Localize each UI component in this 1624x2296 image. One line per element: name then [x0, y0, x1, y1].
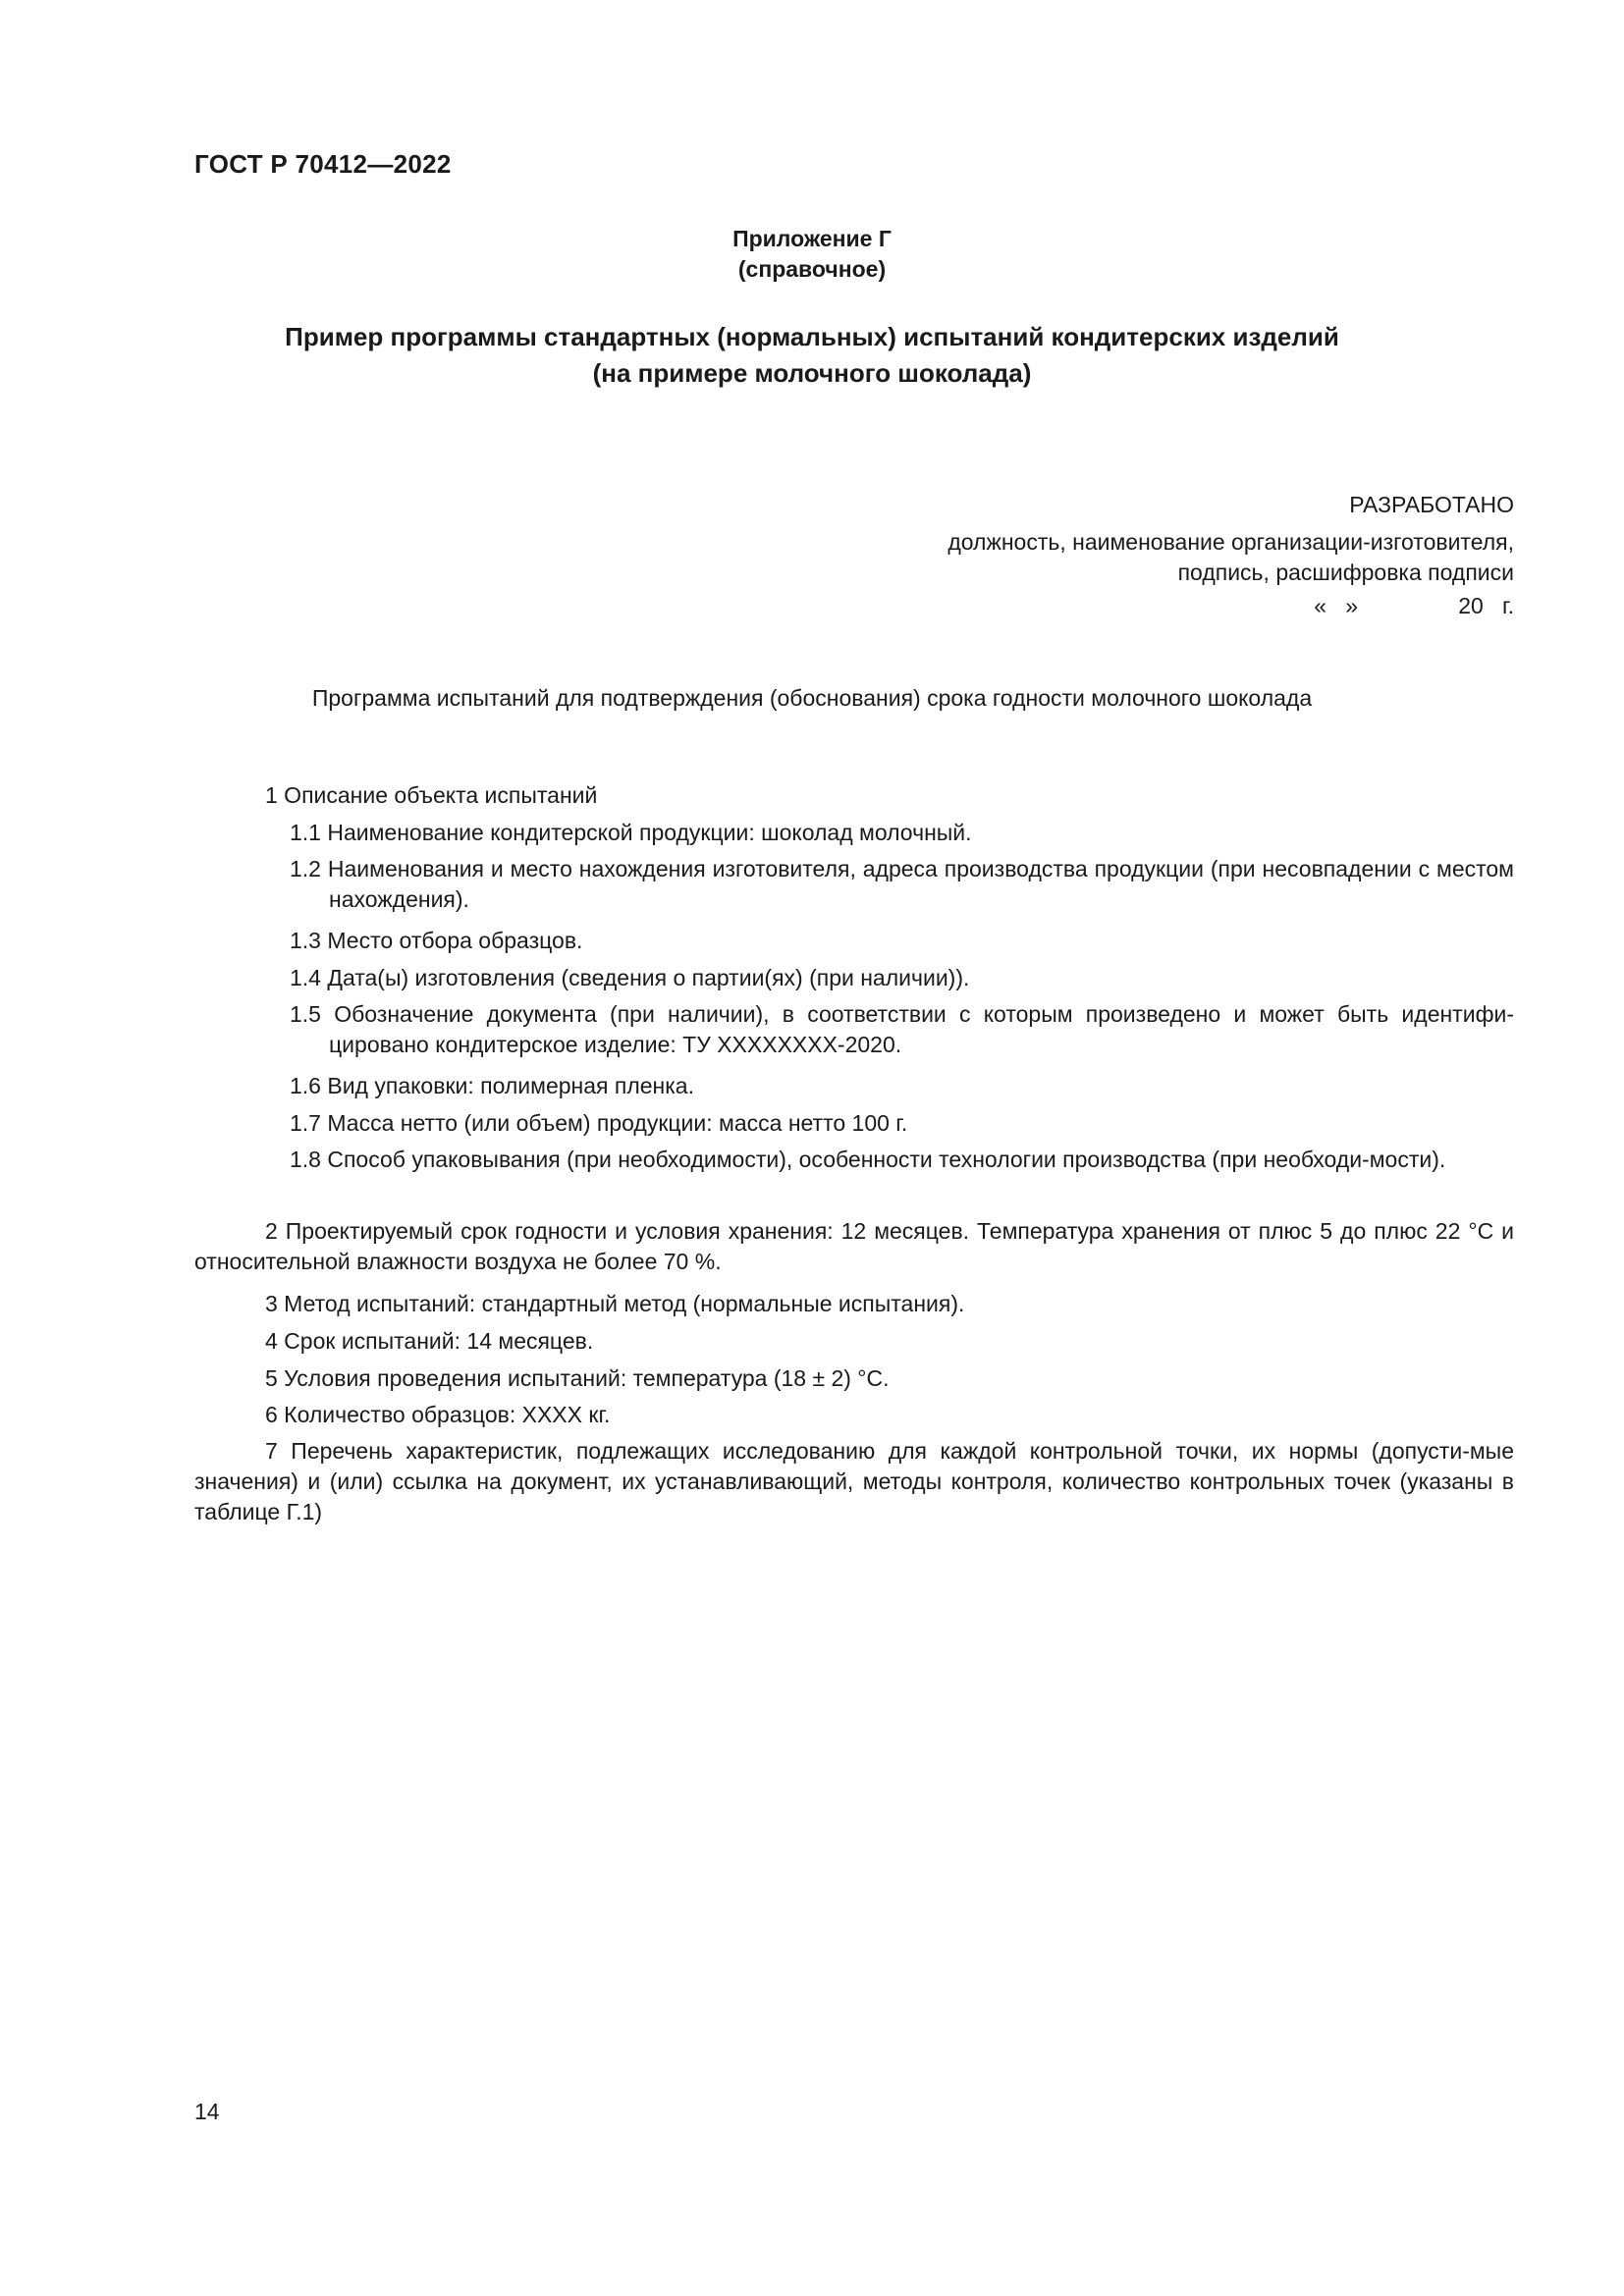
approval-date-line — [1314, 593, 1514, 619]
page-number: 14 — [194, 2099, 220, 2124]
annex-heading — [0, 319, 1624, 392]
item-6: 6 Количество образцов: ХХХХ кг. — [265, 1402, 611, 1427]
approval-signature-line: подпись, расшифровка подписи — [1177, 560, 1514, 585]
item-1-2: 1.2 Наименования и место нахождения изготовителя, адреса производства продукции (при несовпадении с местом нахождения). — [290, 856, 1514, 912]
item-1: 1 Описание объекта испытаний — [265, 782, 598, 808]
item-3: 3 Метод испытаний: стандартный метод (нормальные испытания). — [265, 1291, 965, 1316]
date-open-quote: « — [1314, 593, 1327, 618]
item-7: 7 Перечень характеристик, подлежащих исследованию для каждой контрольной точки, их нормы (допусти-мые значения) и (или) ссылка на документ, их устанавливающий, методы контроля, количество контрольных точек (указаны в таблице Г.1) — [194, 1438, 1514, 1524]
date-year-suffix: г. — [1502, 593, 1514, 618]
annex-heading-line-1: Пример программы стандартных (нормальных) испытаний кондитерских изделий — [285, 322, 1339, 351]
item-2: 2 Проектируемый срок годности и условия хранения: 12 месяцев. Температура хранения от плюс 5 до плюс 22 °С и относительной влажности воздуха не более 70 %. — [194, 1218, 1514, 1274]
standard-designation: ГОСТ Р 70412—2022 — [194, 149, 452, 179]
item-1-7: 1.7 Масса нетто (или объем) продукции: масса нетто 100 г. — [290, 1110, 908, 1136]
item-1-3: 1.3 Место отбора образцов. — [290, 928, 583, 953]
item-1-5: 1.5 Обозначение документа (при наличии), в соответствии с которым произведено и может быть идентифи-цировано кондитерское изделие: ТУ ХХХХХХХХ-2020. — [290, 1001, 1514, 1057]
program-title: Программа испытаний для подтверждения (обоснования) срока годности молочного шоколада — [311, 685, 1313, 711]
item-4: 4 Срок испытаний: 14 месяцев. — [265, 1328, 594, 1354]
annex-heading-line-2: (на примере молочного шоколада) — [592, 358, 1032, 388]
annex-kind: (справочное) — [737, 256, 887, 282]
item-5: 5 Условия проведения испытаний: температура (18 ± 2) °С. — [265, 1365, 890, 1391]
approval-position-line: должность, наименование организации-изготовителя, — [947, 529, 1514, 555]
annex-title: Приложение Г — [732, 226, 892, 251]
approval-label: РАЗРАБОТАНО — [1349, 492, 1514, 517]
item-1-8: 1.8 Способ упаковывания (при необходимости), особенности технологии производства (при необходи-мости). — [290, 1147, 1446, 1172]
item-1-1: 1.1 Наименование кондитерской продукции: шоколад молочный. — [290, 820, 972, 845]
item-1-4: 1.4 Дата(ы) изготовления (сведения о партии(ях) (при наличии)). — [290, 965, 970, 990]
date-year: 20 — [1458, 593, 1484, 618]
date-close-quote: » — [1345, 593, 1358, 618]
item-1-6: 1.6 Вид упаковки: полимерная пленка. — [290, 1073, 694, 1098]
